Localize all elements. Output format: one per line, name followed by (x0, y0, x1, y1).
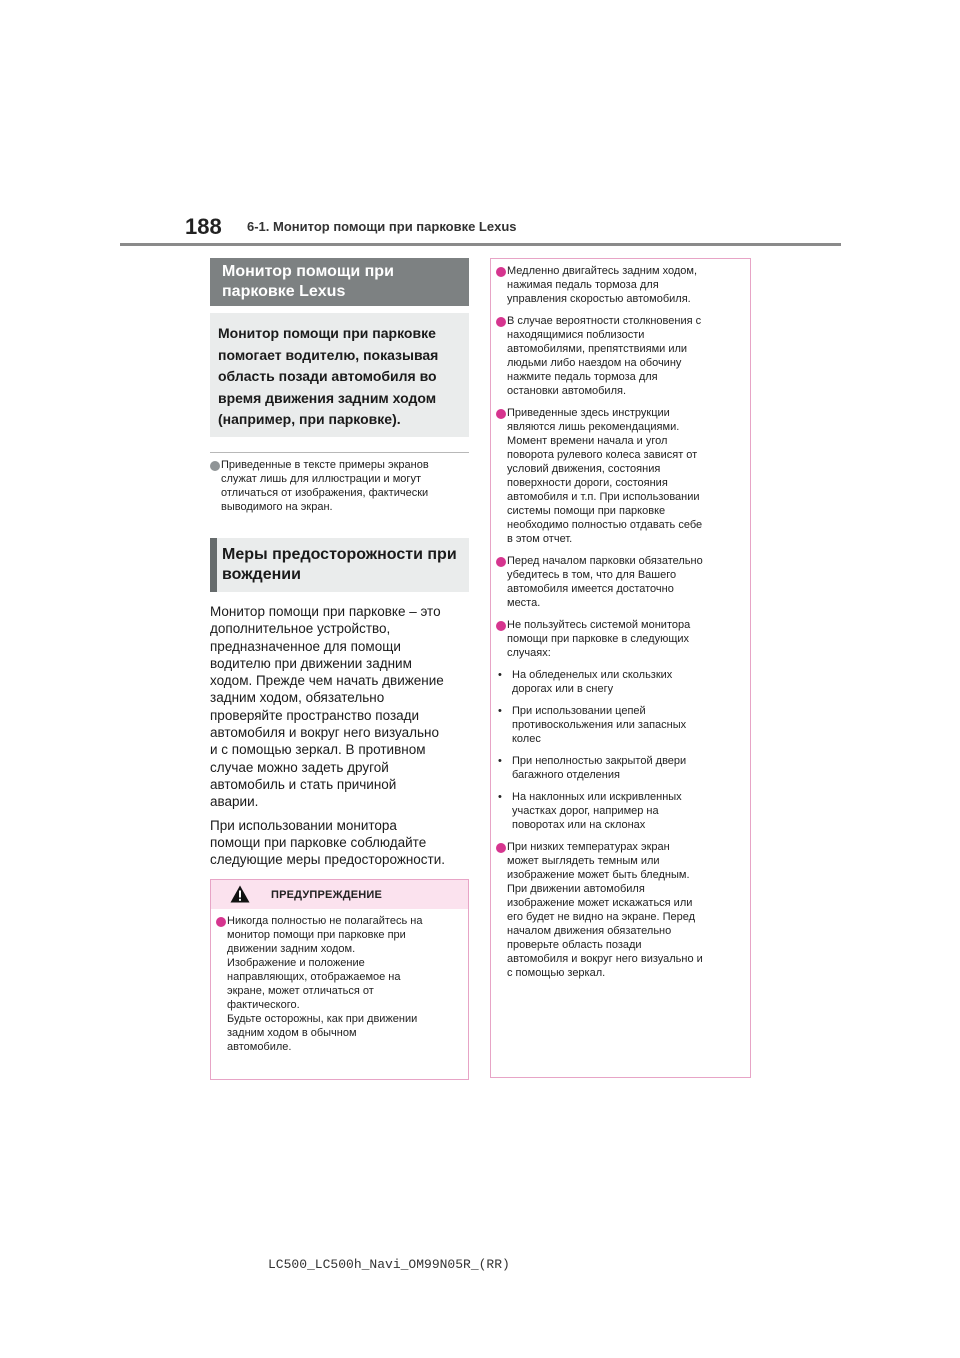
precaution-title-line: Меры предосторожности при (222, 546, 457, 563)
sub-list-item: • При использовании цепей противоскольжения или запасных колес (498, 705, 687, 745)
warning-line: Изображение и положение (227, 957, 365, 969)
paragraph-1: Монитор помощи при парковке – это дополнительное устройство, предназначенное для помощи водителю при движении задним ходом. Прежде чем начать движение задним ходом, обязательно проверяйте пространство позади автомобиля и вокруг него визуально и с помощью зеркал. В противном случае можно задеть другой автомобиль и стать причиной аварии. (210, 604, 444, 810)
sub-bullet-mark: • (498, 791, 502, 803)
note-line: отличаться от изображения, фактически (221, 487, 429, 499)
pink-bullet-icon (496, 267, 506, 277)
precaution-heading (210, 538, 469, 592)
intro-line: Монитор помощи при парковке (218, 325, 436, 341)
heading-accent-bar (210, 538, 217, 592)
intro-box (210, 313, 469, 437)
list-item: Перед началом парковки обязательно убедитесь в том, что для Вашего автомобиля имеется достаточно места. (496, 554, 745, 610)
warning-label: ПРЕДУПРЕЖДЕНИЕ (271, 889, 383, 901)
right-warning-box (490, 258, 751, 1078)
pink-bullet-icon (216, 917, 226, 927)
thin-divider (210, 452, 469, 453)
warning-header (211, 880, 468, 909)
gray-bullet-icon (210, 461, 220, 471)
pink-bullet-icon (496, 621, 506, 631)
list-item: Не пользуйтесь системой монитора помощи при парковке в следующих случаях: (496, 618, 745, 660)
warning-line: Никогда полностью не полагайтесь на (227, 915, 423, 927)
note-line: Приведенные в тексте примеры экранов (221, 459, 429, 471)
screen-note (210, 458, 472, 514)
note-line: служат лишь для иллюстрации и могут (221, 473, 421, 485)
intro-line: помогает водителю, показывая (218, 346, 439, 363)
warning-line: задним ходом в обычном (227, 1027, 357, 1039)
sub-bullet-mark: • (498, 755, 502, 767)
sub-list-item: • На наклонных или искривленных участках дорог, например на поворотах или на склонах (498, 791, 682, 831)
pink-bullet-icon (496, 843, 506, 853)
sub-bullet-mark: • (498, 705, 502, 717)
warning-line: экране, может отличаться от (227, 985, 374, 997)
warning-line: движении задним ходом. (227, 943, 356, 955)
warning-line: монитор помощи при парковке при (227, 929, 406, 941)
sub-bullet-mark: • (498, 669, 502, 681)
list-item: При низких температурах экран может выглядеть темным или изображение может быть бледным. При движении автомобиля изображение может искажаться или его будет не видно на экране. Перед началом движения обязательно проверьте область позади автомобиля и вокруг него визуально и с помощью зеркал. (496, 840, 745, 980)
list-item: В случае вероятности столкновения с находящимися поблизости автомобилями, препятствиями или людьми либо наездом на обочину нажмите педаль тормоза для остановки автомобиля. (496, 314, 745, 398)
pink-bullet-icon (496, 557, 506, 567)
pink-bullet-icon (496, 317, 506, 327)
warning-line: Будьте осторожны, как при движении (227, 1013, 418, 1025)
list-item: Приведенные здесь инструкции являются лишь рекомендациями. Момент времени начала и угол поворота рулевого колеса зависят от условий движения, состояния поверхности дороги, состояния автомобиля и т.п. При использовании системы помощи при парковке необходимо полностью отдавать себе в этом отчет. (496, 406, 745, 546)
page-number: 188 (185, 214, 222, 239)
warning-line: автомобиле. (227, 1041, 292, 1053)
precaution-title-line: вождении (222, 566, 301, 583)
warning-line: направляющих, отображаемое на (227, 971, 401, 983)
header-rule (120, 243, 841, 246)
sub-list-item: • На обледенелых или скользких дорогах или в снегу (498, 669, 673, 695)
warning-line: фактического. (227, 999, 300, 1011)
main-title: Монитор помощи при парковке Lexus (210, 258, 469, 306)
intro-line: область позади автомобиля во (218, 368, 437, 384)
pink-bullet-icon (496, 409, 506, 419)
note-line: выводимого на экран. (221, 501, 333, 513)
footer-code: LC500_LC500h_Navi_OM99N05R_(RR) (268, 1257, 510, 1272)
paragraph-2: При использовании монитора помощи при парковке соблюдайте следующие меры предосторожности. (210, 817, 446, 868)
body-text (210, 603, 472, 874)
section-title: 6-1. Монитор помощи при парковке Lexus (247, 219, 517, 234)
warning-triangle-icon (230, 885, 250, 903)
intro-line: время движения задним ходом (218, 389, 437, 406)
warning-body (211, 909, 468, 1054)
warning-box (210, 879, 469, 1080)
intro-line: (например, при парковке). (218, 411, 401, 427)
list-item: Медленно двигайтесь задним ходом, нажимая педаль тормоза для управления скоростью автомобиля. (496, 264, 745, 306)
sub-list-item: • При неполностью закрытой двери багажного отделения (498, 755, 687, 781)
